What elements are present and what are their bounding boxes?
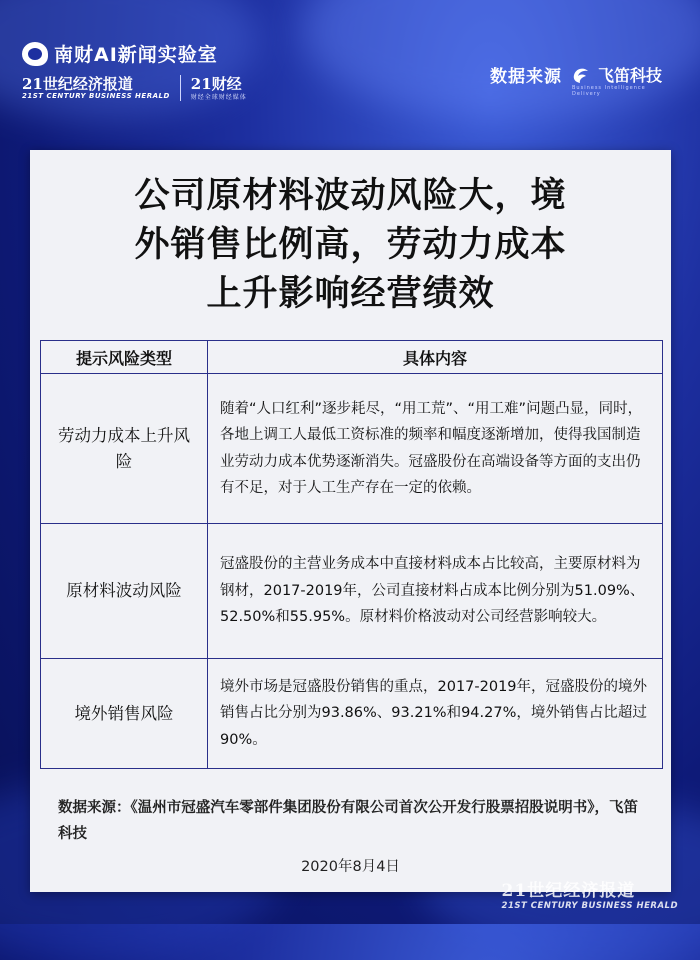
data-source-note: 数据来源：《温州市冠盛汽车零部件集团股份有限公司首次公开发行股票招股说明书》，飞笛科技	[58, 800, 638, 842]
feidi-logo-name: 飞笛科技	[597, 66, 662, 85]
feidi-logo-icon	[572, 66, 594, 84]
nancai-logo-icon	[22, 42, 48, 66]
table-row	[41, 659, 663, 769]
watermark-english: 21ST CENTURY BUSINESS HERALD	[501, 901, 678, 911]
cj-name: 21财经	[190, 74, 242, 93]
paper-name: 21世纪经济报道	[22, 75, 133, 93]
table-header-row	[41, 341, 663, 374]
feidi-logo	[571, 63, 662, 97]
content-card	[30, 150, 671, 892]
column-header-content: 具体内容	[208, 341, 663, 374]
risk-type-cell: 原材料波动风险	[41, 524, 208, 659]
header	[0, 0, 700, 140]
page-title	[30, 172, 671, 319]
source-header	[489, 62, 662, 97]
risk-type-cell: 劳动力成本上升风险	[41, 374, 208, 524]
risk-type-cell: 境外销售风险	[41, 659, 208, 769]
watermark-name: 21世纪经济报道	[501, 881, 636, 901]
source-label: 数据来源	[489, 67, 562, 87]
title-line: 公司原材料波动风险大，境	[134, 176, 567, 216]
risk-content-cell: 随着“人口红利”逐步耗尽，“用工荒”、“用工难”问题凸显，同时，各地上调工人最低工资标准的频率和幅度逐渐增加，使得我国制造业劳动力成本优势逐渐消失。冠盛股份在高端设备等方面的支出仍有不足，对于人工生产存在一定的依赖。	[208, 374, 663, 524]
title-line: 上升影响经营绩效	[206, 274, 495, 314]
column-header-risk-type: 提示风险类型	[41, 341, 208, 374]
brand-block	[22, 40, 247, 101]
watermark	[502, 876, 678, 911]
feidi-logo-tagline: Business Intelligence Delivery	[571, 85, 646, 97]
table-row	[41, 524, 663, 659]
cj-tagline: 财经全球财经媒体	[190, 93, 247, 101]
paper-english-name: 21ST CENTURY BUSINESS HERALD	[22, 92, 170, 100]
table-row	[41, 374, 663, 524]
risk-content-cell: 境外市场是冠盛股份销售的重点，2017-2019年，冠盛股份的境外销售占比分别为93.86%、93.21%和94.27%，境外销售占比超过90%。	[208, 659, 663, 769]
risk-content-cell: 冠盛股份的主营业务成本中直接材料成本占比较高，主要原材料为钢材，2017-2019年，公司直接材料占成本比例分别为51.09%、52.50%和55.95%。原材料价格波动对公司经营影响较大。	[208, 524, 663, 659]
brand-name: 南财AI新闻实验室	[54, 44, 218, 66]
title-line: 外销售比例高，劳动力成本	[134, 225, 567, 265]
publish-date: 2020年8月4日	[301, 859, 400, 875]
divider	[180, 75, 181, 101]
risk-table	[40, 340, 663, 769]
